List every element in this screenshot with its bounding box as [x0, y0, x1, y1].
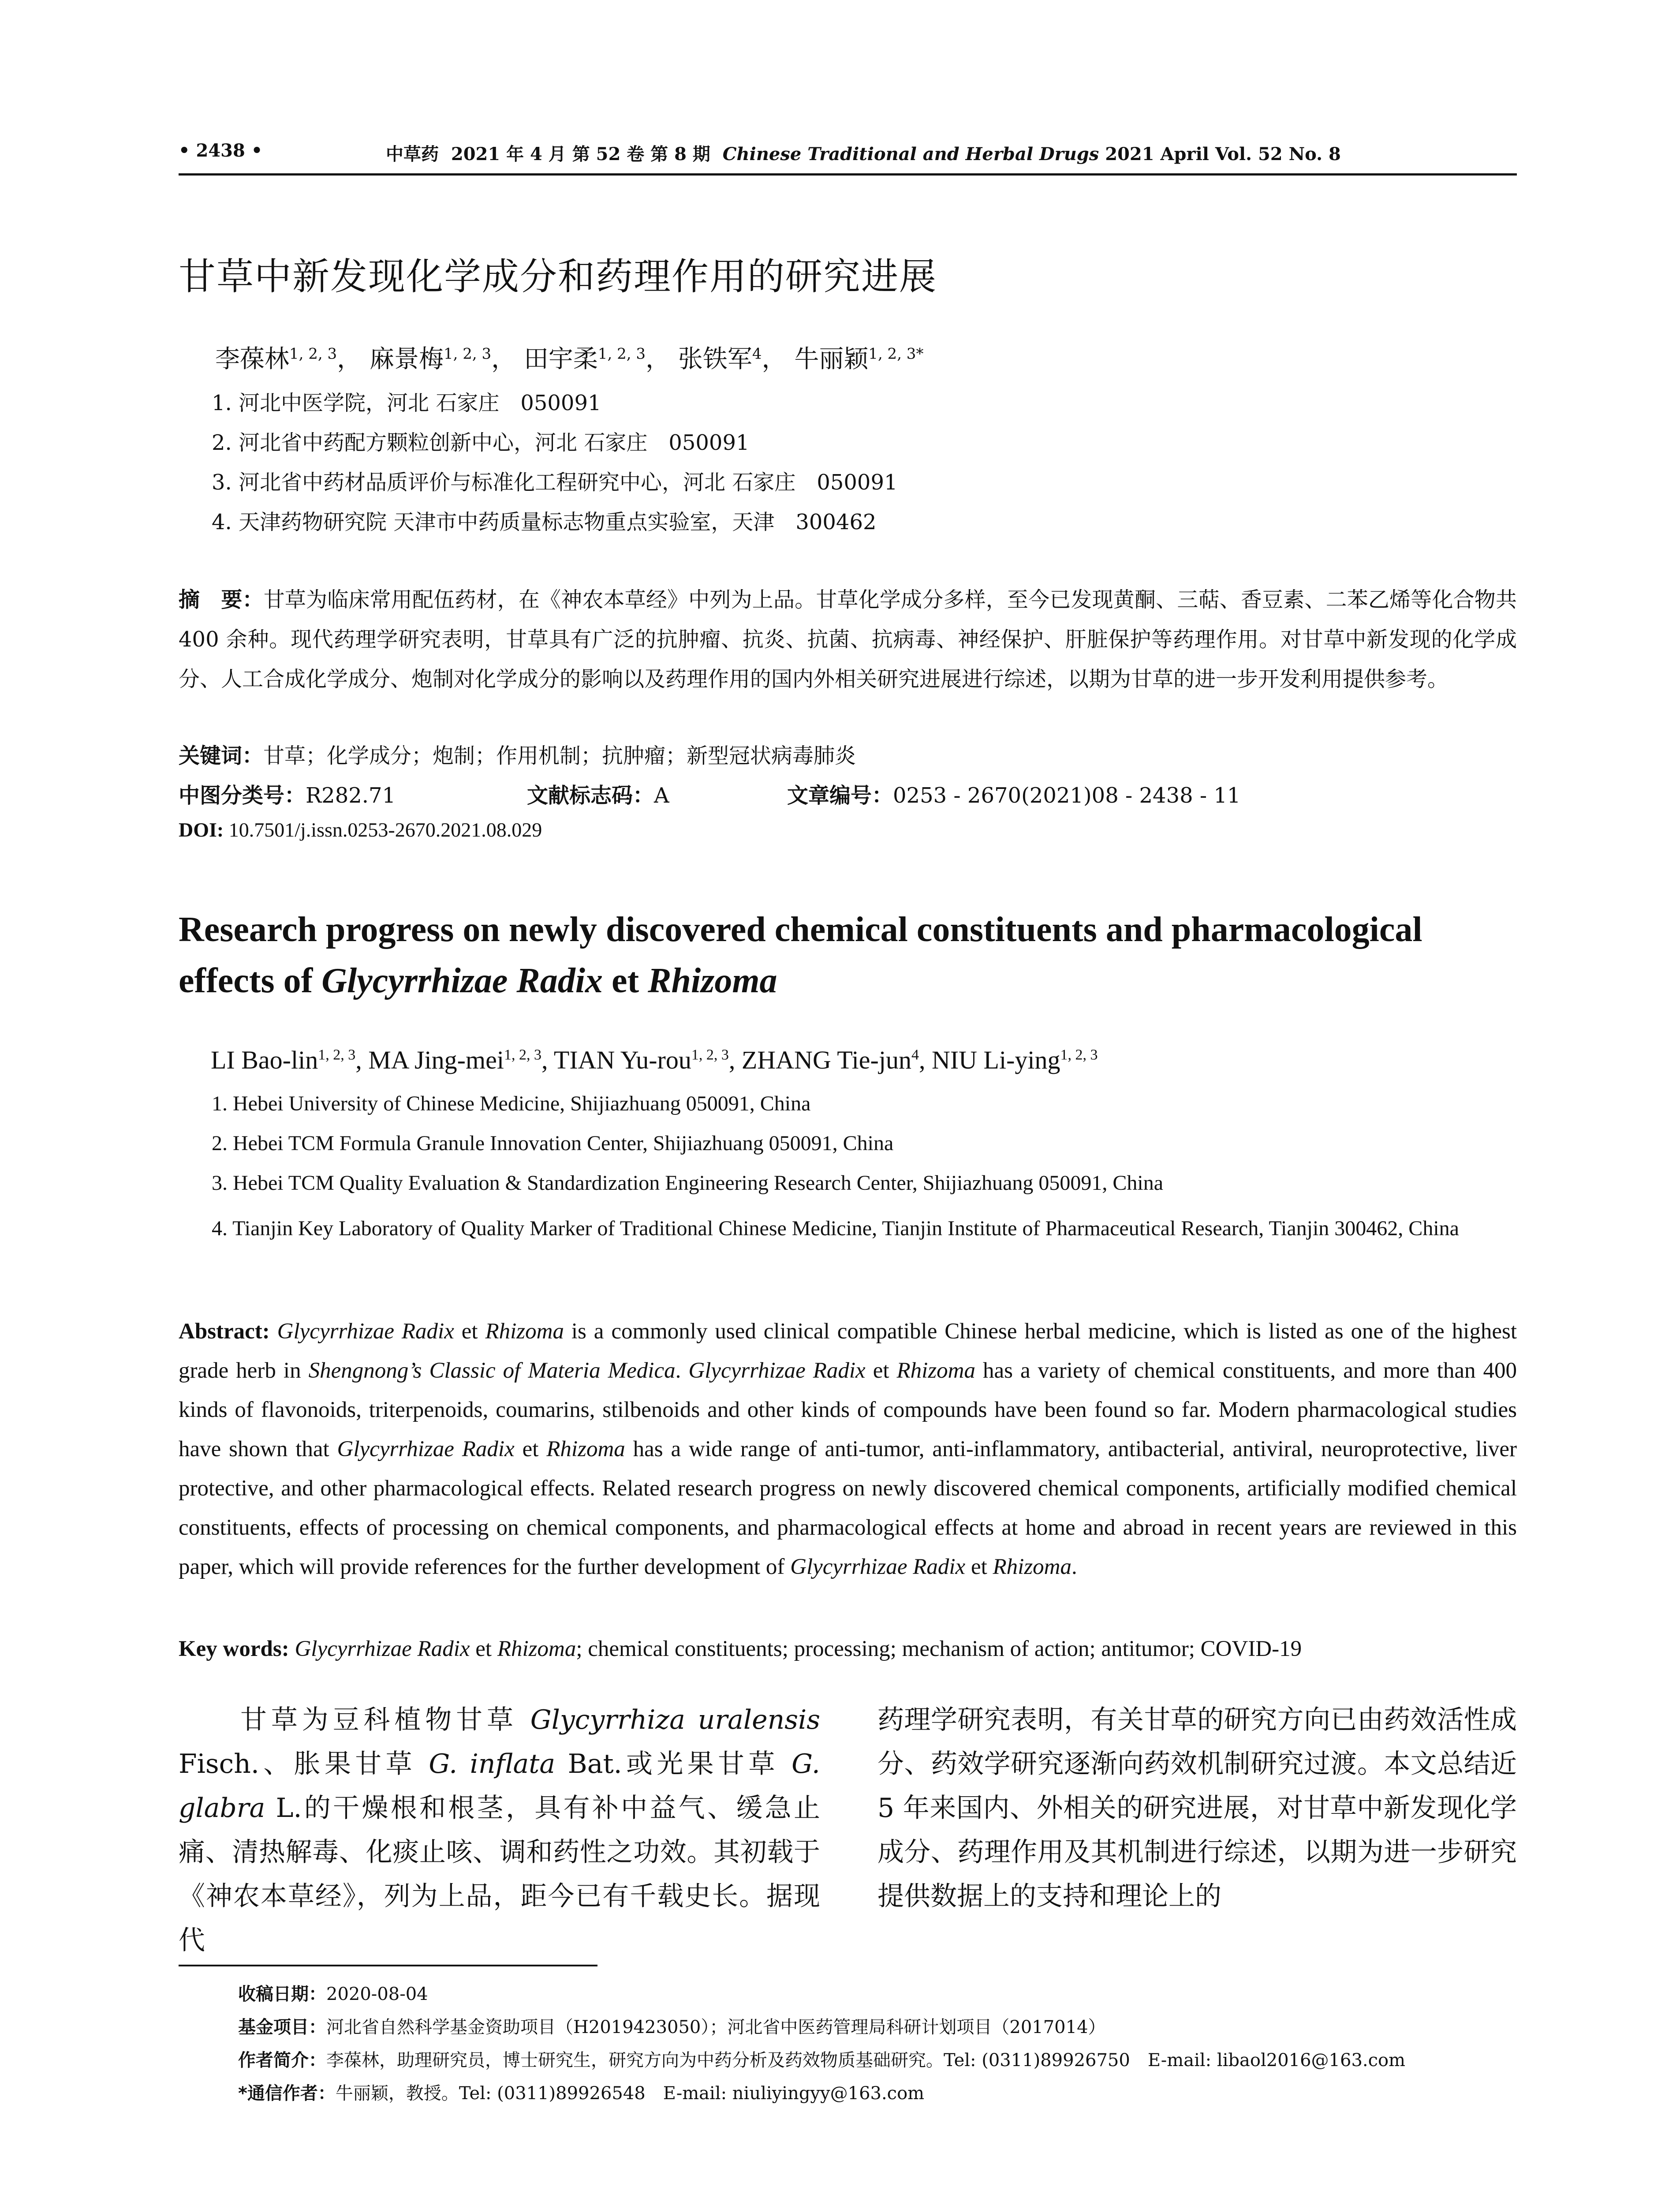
doi-line: [179, 818, 542, 841]
species-name: Glycyrrhiza uralensis: [530, 1704, 821, 1735]
affiliation-en: 3. Hebei TCM Quality Evaluation & Standardization Engineering Research Center, Shijiazhuang 050091, China: [212, 1171, 1164, 1195]
author-aff: 1, 2, 3: [289, 345, 337, 363]
keywords-en: [179, 1636, 1517, 1662]
footnote-text: 河北省自然科学基金资助项目（H2019423050）；河北省中医药管理局科研计划项目（2017014）: [326, 2017, 1106, 2037]
footnote-corresponding: [238, 2079, 924, 2104]
footnote-label: 收稿日期：: [238, 1984, 326, 2004]
abstract-cn: [179, 580, 1517, 699]
article-value: 0253 - 2670(2021)08 - 2438 - 11: [893, 783, 1241, 808]
issue-en: 2021 April Vol. 52 No. 8: [1105, 144, 1341, 164]
title-en-et: et: [602, 961, 648, 1000]
author-aff: 1, 2, 3: [318, 1046, 356, 1063]
footnote-fund: [238, 2013, 1106, 2038]
body-text: 甘草为豆科植物甘草: [240, 1704, 530, 1735]
author-cn: 麻景梅: [369, 345, 444, 374]
book-title: Shengnong’s Classic of Materia Medica: [308, 1358, 676, 1383]
journal-line: [386, 140, 1341, 165]
clc-value: R282.71: [306, 783, 396, 808]
author-aff: 1, 2, 3*: [868, 345, 924, 363]
affiliation-cn: 2. 河北省中药配方颗粒创新中心，河北 石家庄 050091: [212, 430, 750, 455]
latin-name: Rhizoma: [546, 1437, 625, 1461]
author-aff: 1, 2, 3: [1060, 1046, 1098, 1063]
affiliation-en: 2. Hebei TCM Formula Granule Innovation Center, Shijiazhuang 050091, China: [212, 1132, 894, 1155]
abstract-text: has a wide range of anti-tumor, anti-inflammatory, antibacterial, antiviral, neuroprotective, liver protective, and other pharmacological effects. Related research progress on newly discovered chemical components, artificially modified chemical constituents, effects of processing on chemical components, and pharmacological effects at home and abroad in recent years are reviewed in this paper, which will provide references for the further development of: [179, 1437, 1517, 1579]
issue-cn: 2021 年 4 月 第 52 卷 第 8 期: [451, 144, 710, 164]
title-en-latin: Rhizoma: [648, 961, 777, 1000]
abstract-text: et: [965, 1555, 993, 1579]
keywords-text: et: [470, 1637, 497, 1661]
abstract-text: is a commonly used clinical compatible Chinese herbal medicine, which is listed as one of the highest grade herb in: [179, 1319, 1517, 1383]
abstract-cn-label: 摘 要：: [179, 587, 264, 612]
latin-name: Glycyrrhizae Radix: [790, 1555, 966, 1579]
doc-label: 文献标志码：: [527, 783, 654, 808]
title-en-pre: effects of: [179, 961, 322, 1000]
latin-name: Glycyrrhizae Radix: [337, 1437, 515, 1461]
author-en: MA Jing-mei: [368, 1046, 504, 1074]
abstract-text: .: [1071, 1555, 1077, 1579]
journal-name-cn: 中草药: [386, 144, 439, 164]
affiliation-en: 1. Hebei University of Chinese Medicine, Shijiazhuang 050091, China: [212, 1092, 811, 1115]
species-name: G. inflata: [429, 1749, 556, 1779]
body-text: Bat.或光果甘草: [555, 1749, 792, 1779]
affiliation-cn: 3. 河北省中药材品质评价与标准化工程研究中心，河北 石家庄 050091: [212, 470, 898, 495]
abstract-en-label: Abstract:: [179, 1319, 270, 1344]
footnote-rule: [179, 1965, 597, 1966]
title-en-line2: [179, 955, 1517, 1006]
authors-en: LI Bao-lin$^{1, 2, 3}$, MA Jing-mei$^{1, 2, 3}$, TIAN Yu-rou$^{1, 2, 3}$, ZHANG Tie-jun$^4$, NIU Li-ying$^{1, 2, 3}$: [211, 1046, 1098, 1074]
affiliation-en: 4. Tianjin Key Laboratory of Quality Marker of Traditional Chinese Medicine, Tianjin Institute of Pharmaceutical Research, Tianjin 300462, China: [212, 1217, 1459, 1240]
keywords-cn: [179, 739, 856, 769]
page-number: • 2438 •: [179, 140, 263, 161]
footnote-text: 2020-08-04: [326, 1984, 428, 2004]
footnote-received: [238, 1980, 428, 2005]
author-aff: 1, 2, 3: [597, 345, 646, 363]
header-rule: [179, 173, 1517, 176]
latin-name: Glycyrrhizae Radix: [688, 1358, 866, 1383]
journal-name-en: Chinese Traditional and Herbal Drugs: [722, 144, 1099, 164]
clc-label: 中图分类号：: [179, 783, 306, 808]
classification-line: [179, 778, 1517, 809]
footnote-text: 李葆林，助理研究员，博士研究生，研究方向为中药分析及药效物质基础研究。Tel: (0311)89926750 E-mail: libaol2016@163.com: [326, 2050, 1406, 2070]
footnote-label: *通信作者：: [238, 2083, 336, 2104]
author-en: TIAN Yu-rou: [553, 1046, 691, 1074]
author-aff: 1, 2, 3: [504, 1046, 541, 1063]
abstract-text: et: [454, 1319, 485, 1344]
authors-cn: 李葆林$^{1, 2, 3}$， 麻景梅$^{1, 2, 3}$， 田宇柔$^{1, 2, 3}$， 张铁军$^4$， 牛丽颖$^{1, 2, 3*}$: [215, 345, 924, 374]
clc-group: [179, 778, 527, 809]
keywords-en-label: Key words:: [179, 1637, 289, 1661]
footnote-label: 作者简介：: [238, 2050, 326, 2070]
title-cn: 甘草中新发现化学成分和药理作用的研究进展: [179, 255, 937, 298]
abstract-text: et: [514, 1437, 547, 1461]
body-text: L.的干燥根和根茎，具有补中益气、缓急止痛、清热解毒、化痰止咳、调和药性之功效。其初载于《神农本草经》，列为上品，距今已有千载史长。据现代: [179, 1793, 820, 1956]
latin-name: Rhizoma: [497, 1637, 576, 1661]
author-cn: 李葆林: [215, 345, 289, 374]
footnote-label: 基金项目：: [238, 2017, 326, 2037]
author-en: ZHANG Tie-jun: [741, 1046, 911, 1074]
doc-group: [527, 778, 787, 809]
body-column-left: [179, 1698, 820, 1962]
article-label: 文章编号：: [787, 783, 893, 808]
author-cn: 牛丽颖: [794, 345, 869, 374]
author-aff: 4: [752, 345, 762, 363]
latin-name: Glycyrrhizae Radix: [295, 1637, 470, 1661]
author-en: LI Bao-lin: [211, 1046, 318, 1074]
abstract-text: .: [675, 1358, 689, 1383]
latin-name: Rhizoma: [896, 1358, 976, 1383]
abstract-en: [179, 1312, 1517, 1587]
affiliation-cn: 4. 天津药物研究院 天津市中药质量标志物重点实验室，天津 300462: [212, 510, 877, 534]
doc-value: A: [654, 783, 669, 808]
latin-name: Rhizoma: [993, 1555, 1071, 1579]
doi-value: 10.7501/j.issn.0253-2670.2021.08.029: [228, 818, 542, 841]
author-en: NIU Li-ying: [931, 1046, 1060, 1074]
author-aff: 1, 2, 3: [443, 345, 492, 363]
species-name: G. glabra: [179, 1749, 820, 1824]
keywords-cn-text: 甘草；化学成分；炮制；作用机制；抗肿瘤；新型冠状病毒肺炎: [263, 744, 856, 768]
title-en: [179, 904, 1517, 1006]
author-cn: 田宇柔: [523, 345, 598, 374]
latin-name: Rhizoma: [485, 1319, 564, 1344]
affiliation-cn: 1. 河北中医学院，河北 石家庄 050091: [212, 391, 601, 415]
title-en-latin: Glycyrrhizae Radix: [321, 961, 603, 1000]
doi-label: DOI:: [179, 818, 224, 841]
body-text: Fisch.、胀果甘草: [179, 1749, 429, 1779]
article-group: [787, 778, 1240, 809]
footnote-text: 牛丽颖，教授。Tel: (0311)89926548 E-mail: niuliyingyy@163.com: [335, 2083, 925, 2104]
abstract-cn-text: 甘草为临床常用配伍药材，在《神农本草经》中列为上品。甘草化学成分多样，至今已发现黄酮、三萜、香豆素、二苯乙烯等化合物共 400 余种。现代药理学研究表明，甘草具有广泛的抗肿瘤、抗炎、抗菌、抗病毒、神经保护、肝脏保护等药理作用。对甘草中新发现的化学成分、人工合成化学成分、炮制对化学成分的影响以及药理作用的国内外相关研究进展进行综述，以期为甘草的进一步开发利用提供参考。: [179, 587, 1517, 691]
abstract-text: et: [865, 1358, 897, 1383]
title-en-line1: Research progress on newly discovered chemical constituents and pharmacological: [179, 910, 1422, 949]
abstract-text: has a variety of chemical constituents, and more than 400 kinds of flavonoids, triterpenoids, coumarins, stilbenoids and other kinds of compounds have been found so far. Modern pharmacological studies have shown that: [179, 1358, 1517, 1461]
keywords-text: ; chemical constituents; processing; mechanism of action; antitumor; COVID-19: [576, 1637, 1302, 1661]
footnote-bio: [238, 2046, 1405, 2071]
keywords-cn-label: 关键词：: [179, 744, 264, 768]
author-cn: 张铁军: [678, 345, 752, 374]
author-aff: 4: [911, 1046, 919, 1063]
body-column-right: 药理学研究表明，有关甘草的研究方向已由药效活性成分、药效学研究逐渐向药效机制研究过渡。本文总结近 5 年来国内、外相关的研究进展，对甘草中新发现化学成分、药理作用及其机制进行综述，以期为进一步研究提供数据上的支持和理论上的: [877, 1704, 1517, 1912]
author-aff: 1, 2, 3: [691, 1046, 729, 1063]
latin-name: Glycyrrhizae Radix: [277, 1319, 454, 1344]
